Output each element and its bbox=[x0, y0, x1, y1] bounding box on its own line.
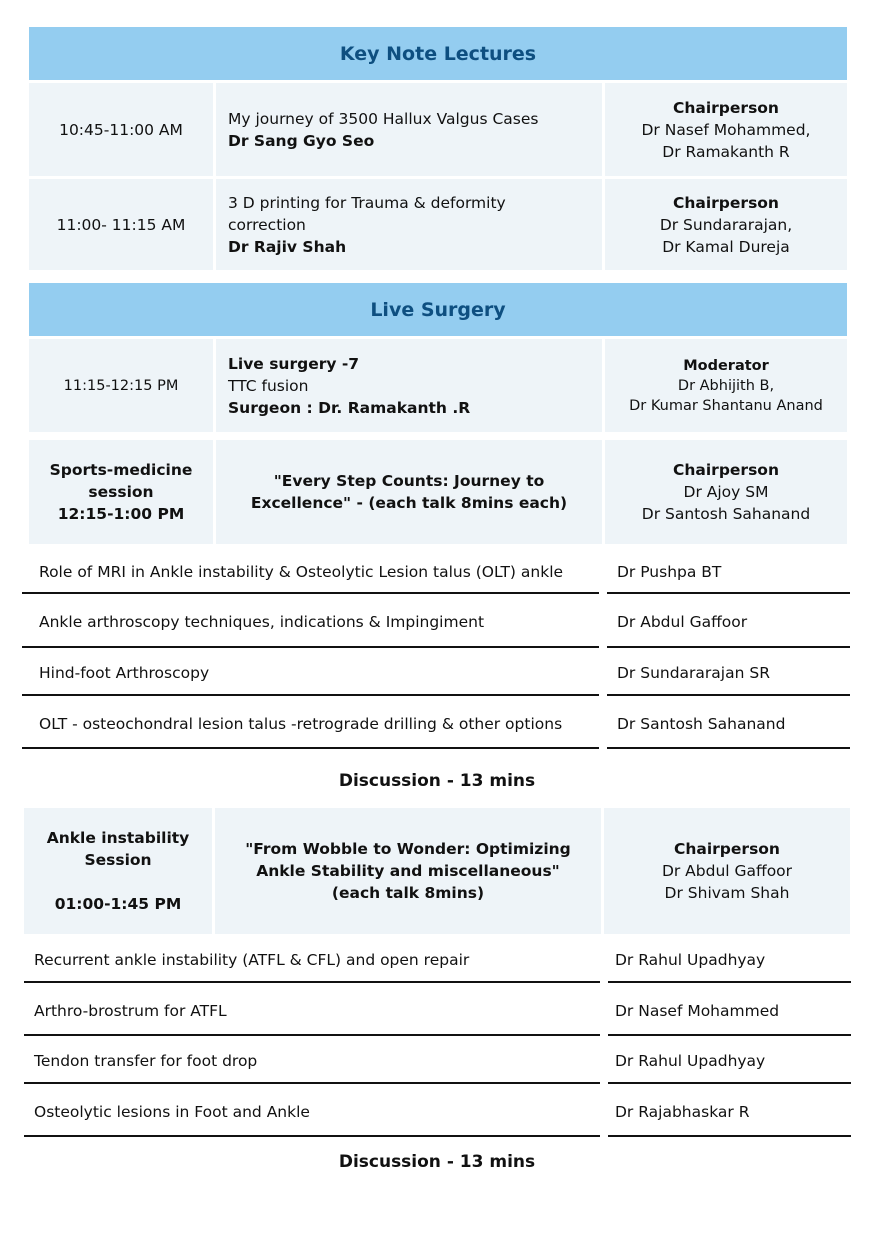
moderator-name: Dr Kumar Shantanu Anand bbox=[629, 397, 823, 414]
chair-title: Chairperson bbox=[673, 461, 779, 479]
ankle-session-label bbox=[24, 808, 212, 934]
theme-text: "From Wobble to Wonder: Optimizing bbox=[245, 840, 571, 858]
time-text: 11:15-12:15 PM bbox=[63, 377, 179, 394]
talk-topic: Role of MRI in Ankle instability & Osteolytic Lesion talus (OLT) ankle bbox=[39, 563, 564, 581]
talk-speaker: Dr Abdul Gaffoor bbox=[617, 613, 748, 631]
talk-row bbox=[615, 1001, 779, 1021]
keynote-row-1-time bbox=[29, 83, 213, 176]
talk-topic: Recurrent ankle instability (ATFL & CFL) and open repair bbox=[34, 951, 470, 969]
talk-topic: Arthro-brostrum for ATFL bbox=[34, 1002, 227, 1020]
topic-text: correction bbox=[228, 215, 306, 234]
session-name: session bbox=[88, 483, 154, 501]
chair-name: Dr Nasef Mohammed, bbox=[641, 120, 811, 139]
ankle-session-theme bbox=[215, 808, 601, 934]
theme-text: (each talk 8mins) bbox=[331, 884, 485, 902]
chair-name: Dr Sundararajan, bbox=[659, 215, 793, 234]
live-surgery-moderator bbox=[605, 339, 847, 432]
session-time: 01:00-1:45 PM bbox=[54, 895, 182, 913]
chair-name: Dr Kamal Dureja bbox=[662, 237, 790, 256]
chair-title: Chairperson bbox=[673, 840, 780, 858]
divider bbox=[24, 1135, 600, 1137]
talk-row bbox=[617, 714, 785, 734]
live-surgery-header bbox=[29, 283, 847, 336]
divider bbox=[22, 646, 599, 648]
talk-row bbox=[617, 562, 721, 582]
live-surgery-details bbox=[216, 339, 602, 432]
chair-name: Dr Abdul Gaffoor bbox=[661, 862, 793, 880]
talk-speaker: Dr Rahul Upadhyay bbox=[615, 951, 766, 969]
ankle-session-chair bbox=[604, 808, 850, 934]
chair-name: Dr Ramakanth R bbox=[662, 142, 790, 161]
moderator-title: Moderator bbox=[683, 357, 769, 374]
talk-row bbox=[617, 612, 747, 632]
session-name: Sports-medicine bbox=[49, 461, 193, 479]
sports-session-chair bbox=[605, 440, 847, 544]
sports-session-label bbox=[29, 440, 213, 544]
talk-row bbox=[39, 663, 209, 683]
talk-topic: Hind-foot Arthroscopy bbox=[39, 664, 210, 682]
session-time: 12:15-1:00 PM bbox=[57, 505, 185, 523]
divider bbox=[608, 981, 851, 983]
keynote-title: Key Note Lectures bbox=[339, 42, 537, 65]
speaker-name: Dr Sang Gyo Seo bbox=[228, 131, 375, 150]
time-text: 10:45-11:00 AM bbox=[59, 120, 183, 139]
talk-topic: Tendon transfer for foot drop bbox=[34, 1052, 258, 1070]
talk-row bbox=[34, 1102, 310, 1122]
keynote-row-1-topic bbox=[216, 83, 602, 176]
talk-row bbox=[615, 1051, 765, 1071]
procedure-text: TTC fusion bbox=[228, 376, 309, 395]
divider bbox=[607, 646, 850, 648]
keynote-header bbox=[29, 27, 847, 80]
talk-row bbox=[615, 1102, 749, 1122]
talk-speaker: Dr Santosh Sahanand bbox=[617, 715, 786, 733]
talk-row bbox=[39, 562, 563, 582]
divider bbox=[607, 592, 850, 594]
talk-topic: Osteolytic lesions in Foot and Ankle bbox=[34, 1103, 310, 1121]
live-surgery-title: Live Surgery bbox=[370, 298, 506, 321]
divider bbox=[24, 981, 600, 983]
divider bbox=[608, 1135, 851, 1137]
divider bbox=[608, 1034, 851, 1036]
chair-name: Dr Santosh Sahanand bbox=[641, 505, 811, 523]
chair-name: Dr Shivam Shah bbox=[664, 884, 790, 902]
live-surgery-time bbox=[29, 339, 213, 432]
moderator-name: Dr Abhijith B, bbox=[677, 377, 775, 394]
talk-row bbox=[39, 612, 484, 632]
talk-topic: OLT - osteochondral lesion talus -retrograde drilling & other options bbox=[39, 715, 563, 733]
talk-speaker: Dr Pushpa BT bbox=[617, 563, 722, 581]
divider bbox=[608, 1082, 851, 1084]
talk-row bbox=[34, 950, 469, 970]
divider bbox=[24, 1034, 600, 1036]
keynote-row-2-time bbox=[29, 179, 213, 270]
ankle-discussion: Discussion - 13 mins bbox=[338, 1152, 536, 1172]
divider bbox=[22, 747, 599, 749]
divider bbox=[22, 592, 599, 594]
theme-text: Ankle Stability and miscellaneous" bbox=[256, 862, 560, 880]
topic-text: My journey of 3500 Hallux Valgus Cases bbox=[228, 109, 539, 128]
talk-row bbox=[34, 1051, 257, 1071]
talk-row bbox=[39, 714, 562, 734]
session-name: Session bbox=[84, 851, 152, 869]
chair-title: Chairperson bbox=[672, 98, 779, 117]
talk-speaker: Dr Nasef Mohammed bbox=[615, 1002, 780, 1020]
chair-title: Chairperson bbox=[672, 193, 779, 212]
speaker-name: Dr Rajiv Shah bbox=[228, 237, 347, 256]
sports-session-theme bbox=[216, 440, 602, 544]
talk-row bbox=[617, 663, 770, 683]
chair-name: Dr Ajoy SM bbox=[683, 483, 769, 501]
topic-text: 3 D printing for Trauma & deformity bbox=[228, 193, 506, 212]
divider bbox=[607, 694, 850, 696]
talk-topic: Ankle arthroscopy techniques, indications & Impingiment bbox=[39, 613, 485, 631]
surgeon-name: Surgeon : Dr. Ramakanth .R bbox=[228, 398, 471, 417]
time-text: 11:00- 11:15 AM bbox=[56, 215, 186, 234]
session-name: Ankle instability bbox=[46, 829, 190, 847]
talk-row bbox=[34, 1001, 227, 1021]
talk-row bbox=[615, 950, 765, 970]
theme-text: Excellence" - (each talk 8mins each) bbox=[250, 494, 568, 512]
divider bbox=[607, 747, 850, 749]
sports-discussion: Discussion - 13 mins bbox=[338, 771, 536, 791]
divider bbox=[24, 1082, 600, 1084]
talk-speaker: Dr Rajabhaskar R bbox=[615, 1103, 750, 1121]
keynote-row-2-chair bbox=[605, 179, 847, 270]
divider bbox=[22, 694, 599, 696]
talk-speaker: Dr Rahul Upadhyay bbox=[615, 1052, 766, 1070]
theme-text: "Every Step Counts: Journey to bbox=[273, 472, 545, 490]
keynote-row-2-topic bbox=[216, 179, 602, 270]
keynote-row-1-chair bbox=[605, 83, 847, 176]
talk-speaker: Dr Sundararajan SR bbox=[617, 664, 770, 682]
surgery-title: Live surgery -7 bbox=[228, 354, 360, 373]
